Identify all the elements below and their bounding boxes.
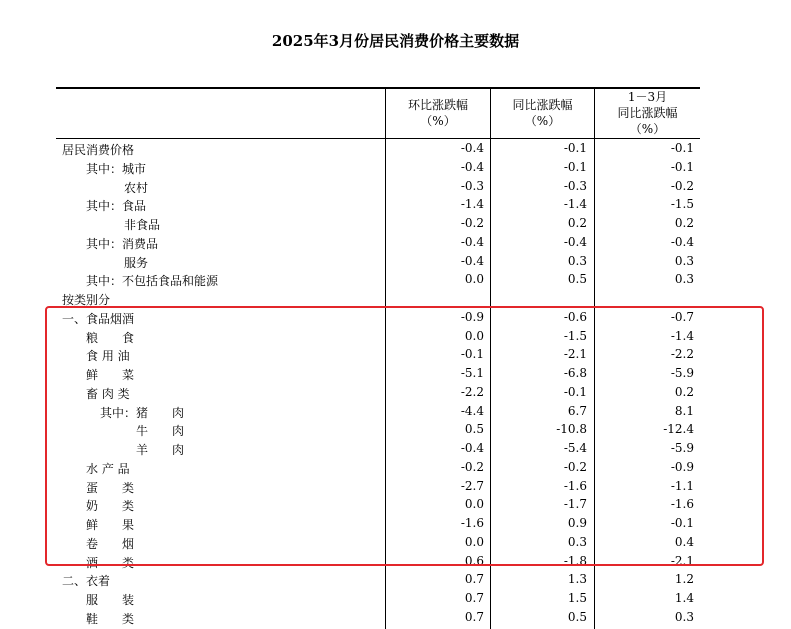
- value-yoy: -0.1: [563, 141, 587, 155]
- value-mom: -0.4: [460, 159, 484, 174]
- header-yoy-line: 同比涨跌幅: [512, 98, 573, 112]
- value-yoy: -0.3: [563, 178, 587, 193]
- value-yoy: 1.3: [567, 572, 587, 587]
- header-mom-line: 环比涨跌幅: [407, 98, 468, 112]
- table-row: [56, 608, 700, 627]
- value-yoy: -0.1: [563, 159, 587, 174]
- row-label: 蛋 类: [86, 480, 135, 495]
- value-mom: -2.2: [460, 384, 484, 399]
- value-ytd: -0.1: [670, 159, 694, 174]
- value-ytd: -0.4: [670, 234, 694, 249]
- value-mom: -0.1: [460, 347, 484, 362]
- row-label: 鲜 菜: [86, 368, 135, 382]
- value-ytd: -0.1: [670, 141, 694, 155]
- value-mom: -2.7: [460, 478, 484, 493]
- value-mom: -0.4: [460, 234, 484, 249]
- value-ytd: -0.2: [670, 178, 694, 193]
- highlight-box: [45, 306, 764, 566]
- row-label: 其中：食品: [86, 199, 147, 214]
- value-mom: 0.6: [464, 553, 484, 568]
- page-title: 2025年3月份居民消费价格主要数据: [271, 32, 520, 50]
- table-row: [56, 270, 700, 289]
- table-row: [56, 570, 700, 589]
- value-ytd: 1.4: [674, 591, 694, 605]
- value-yoy: 0.3: [567, 253, 587, 268]
- value-mom: 0.0: [464, 497, 484, 512]
- row-label: 畜 肉 类: [86, 386, 130, 401]
- table-row: [56, 252, 700, 271]
- value-mom: 0.7: [464, 591, 484, 605]
- value-yoy: -6.8: [563, 366, 587, 380]
- table-row: [56, 589, 700, 608]
- row-label: 牛 肉: [136, 424, 185, 439]
- value-mom: -0.4: [460, 441, 484, 455]
- value-ytd: -1.5: [670, 197, 694, 212]
- row-label: 酒 类: [86, 555, 135, 570]
- value-yoy: -1.5: [563, 328, 587, 343]
- header-mom: [386, 97, 490, 129]
- row-label: 鞋 类: [86, 611, 135, 626]
- value-yoy: 0.3: [567, 534, 587, 549]
- row-label: 奶 类: [86, 499, 135, 514]
- header-ytd-line1: 1－3月: [627, 90, 668, 104]
- value-mom: 0.0: [464, 272, 484, 287]
- row-label: 卷 烟: [86, 536, 135, 551]
- value-mom: -1.4: [460, 197, 484, 212]
- value-ytd: 0.2: [674, 384, 694, 399]
- table-row: [56, 195, 700, 214]
- value-ytd: 0.4: [674, 534, 694, 549]
- row-label: 粮 食: [86, 330, 135, 345]
- value-mom: -1.6: [460, 516, 484, 530]
- value-yoy: 0.9: [567, 516, 587, 530]
- value-mom: 0.5: [464, 422, 484, 437]
- header-mom-unit: （%）: [420, 114, 456, 128]
- value-ytd: 0.3: [674, 253, 694, 268]
- value-ytd: -1.4: [670, 328, 694, 343]
- value-ytd: 0.3: [674, 272, 694, 287]
- value-ytd: -1.1: [670, 478, 694, 493]
- header-ytd-unit: （%）: [629, 122, 666, 136]
- value-yoy: 0.5: [567, 609, 587, 624]
- value-mom: -0.3: [460, 178, 484, 193]
- row-label: 服务: [124, 255, 149, 270]
- value-yoy: -5.4: [563, 441, 587, 455]
- value-mom: -0.4: [460, 141, 484, 155]
- header-yoy: [491, 97, 594, 129]
- row-label: 其中：消费品: [86, 236, 159, 251]
- value-ytd: -5.9: [670, 441, 694, 455]
- row-label: 其中：城市: [86, 161, 147, 176]
- value-ytd: 1.2: [674, 572, 694, 587]
- value-yoy: -1.4: [563, 197, 587, 212]
- value-yoy: -0.4: [563, 234, 587, 249]
- row-label: 羊 肉: [136, 443, 185, 457]
- row-label: 其中：猪 肉: [100, 405, 185, 420]
- value-mom: 0.0: [464, 328, 484, 343]
- value-yoy: -1.6: [563, 478, 587, 493]
- value-mom: -5.1: [460, 366, 484, 380]
- value-ytd: -5.9: [670, 366, 694, 380]
- value-ytd: -12.4: [663, 422, 694, 437]
- value-yoy: 1.5: [567, 591, 587, 605]
- value-yoy: -0.1: [563, 384, 587, 399]
- value-mom: 0.0: [464, 534, 484, 549]
- value-ytd: -0.7: [670, 309, 694, 324]
- row-label: 食 用 油: [86, 349, 130, 364]
- row-label: 居民消费价格: [62, 143, 135, 157]
- header-ytd: [595, 89, 700, 137]
- value-yoy: 0.5: [567, 272, 587, 287]
- value-mom: -0.2: [460, 216, 484, 230]
- value-ytd: 0.3: [674, 609, 694, 624]
- row-label: 非食品: [124, 218, 161, 232]
- value-mom: -4.4: [460, 403, 484, 418]
- value-yoy: -10.8: [556, 422, 587, 437]
- value-yoy: 0.2: [567, 216, 587, 230]
- table-row: [56, 233, 700, 252]
- value-ytd: 0.2: [674, 216, 694, 230]
- table-row: [56, 214, 700, 233]
- value-ytd: -2.2: [670, 347, 694, 362]
- row-label: 一、食品烟酒: [62, 311, 135, 326]
- value-mom: -0.4: [460, 253, 484, 268]
- row-label: 服 装: [86, 593, 135, 607]
- value-mom: -0.9: [460, 309, 484, 324]
- table-row: [56, 139, 700, 158]
- row-label: 农村: [124, 180, 149, 195]
- value-yoy: -0.2: [563, 459, 587, 474]
- value-yoy: -1.7: [563, 497, 587, 512]
- value-ytd: -2.1: [670, 553, 694, 568]
- table-row: [56, 177, 700, 196]
- value-mom: -0.2: [460, 459, 484, 474]
- value-mom: 0.7: [464, 572, 484, 587]
- row-label: 二、衣着: [62, 574, 111, 589]
- value-ytd: 8.1: [674, 403, 694, 418]
- table-row: [56, 158, 700, 177]
- header-ytd-line2: 同比涨跌幅: [617, 106, 678, 120]
- row-label: 鲜 果: [86, 518, 135, 532]
- row-label: 水 产 品: [86, 461, 130, 476]
- value-ytd: -0.1: [670, 516, 694, 530]
- value-yoy: 6.7: [567, 403, 587, 418]
- value-yoy: -0.6: [563, 309, 587, 324]
- value-yoy: -2.1: [563, 347, 587, 362]
- row-label: 按类别分: [62, 293, 111, 307]
- header-yoy-unit: （%）: [524, 114, 561, 128]
- value-mom: 0.7: [464, 609, 484, 624]
- value-yoy: -1.8: [563, 553, 587, 568]
- value-ytd: -0.9: [670, 459, 694, 474]
- row-label: 其中：不包括食品和能源: [86, 274, 219, 289]
- value-ytd: -1.6: [670, 497, 694, 512]
